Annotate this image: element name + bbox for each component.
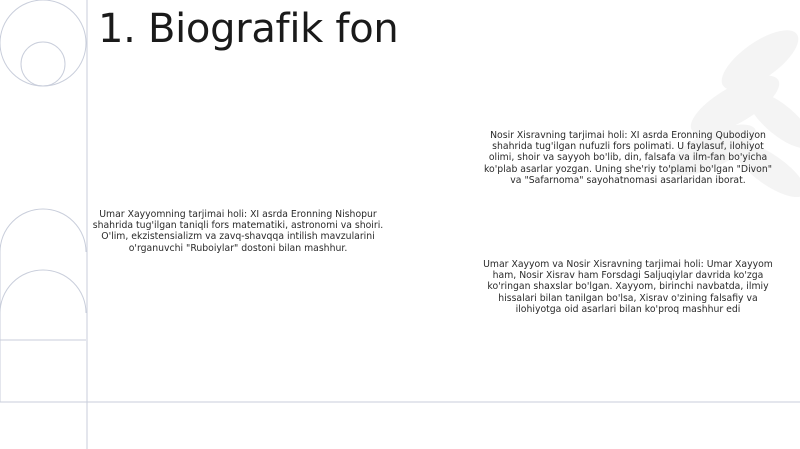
circle-small (21, 42, 65, 86)
circle-large (0, 0, 86, 86)
arch-lower (0, 270, 86, 313)
paragraph-both-biography: Umar Xayyom va Nosir Xisravning tarjimai holi: Umar Xayyom ham, Nosir Xisrav ham Forsdagi Saljuqiylar davrida ko'zga ko'ringan shaxslar bo'lgan. Xayyom, birinchi navbatda, ilmiy hissalari bilan tanilgan bo'lsa, Xisrav o'zining falsafiy va ilohiyotga oid asarlari bilan ko'proq mashhur edi (483, 259, 773, 315)
arch-upper (0, 209, 86, 252)
slide-title: 1. Biografik fon (98, 6, 399, 52)
paragraph-umar-biography: Umar Xayyomning tarjimai holi: XI asrda Eronning Nishopur shahrida tug'ilgan taniqli fors matematiki, astronomi va shoiri. O'lim, ekzistensializm va zavq-shavqqa intilish mavzularini o'rganuvchi "Ruboiylar" dostoni bilan mashhur. (92, 209, 384, 254)
paragraph-nosir-biography: Nosir Xisravning tarjimai holi: XI asrda Eronning Qubodiyon shahrida tug'ilgan nufuzli fors polimati. U faylasuf, ilohiyot olimi, shoir va sayyoh bo'lib, din, falsafa va ilm-fan bo'yicha ko'plab asarlar yozgan. Uning she'riy to'plami bo'lgan "Divon" va "Safarnoma" sayohatnomasi asarlaridan iborat. (483, 130, 773, 186)
